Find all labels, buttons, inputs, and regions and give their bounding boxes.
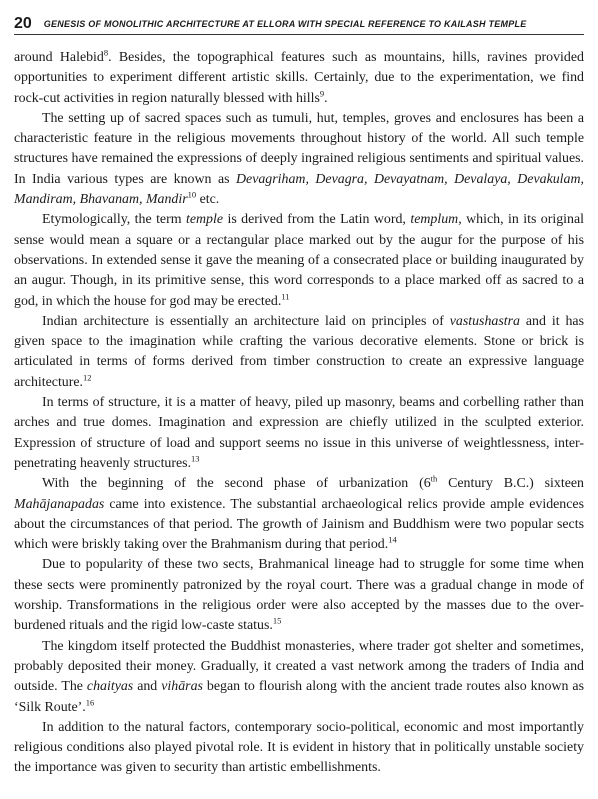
italic-terms: Devagriham, Devagra, Devayatnam, Devalaya, Devakulam, Mandiram, Bhavanam, Mandir bbox=[14, 171, 584, 208]
footnote-ref: 8 bbox=[103, 47, 109, 58]
paragraph-8 bbox=[14, 637, 584, 718]
paragraph-text: With the beginning of the second phase of urbanization (6 bbox=[42, 476, 431, 492]
paragraph-text: In terms of structure, it is a matter of heavy, piled up masonry, beams and corbelling rather than arches and true domes. Imagination and expression are chiefly utilized in the sculpted exterior. Expression of structure of load and support seems no issue in this universe of weightlessness, inter-penetrating heavenly structures. bbox=[14, 395, 584, 471]
paragraph-text: Due to popularity of these two sects, Brahmanical lineage had to struggle for some time when these sects were prominently patronized by the royal court. There was a gradual change in mode of worship. Transformations in the religious order were also accepted by the masses due to the over-burdened rituals and the rigid low-caste status. bbox=[14, 557, 584, 634]
italic-term: vihāras bbox=[161, 679, 203, 695]
paragraph-3 bbox=[14, 210, 584, 311]
paragraph-text: etc. bbox=[196, 192, 220, 208]
italic-term: chaityas bbox=[86, 679, 134, 695]
paragraph-5 bbox=[14, 393, 584, 474]
paragraph-text: is derived from the Latin word, bbox=[223, 212, 411, 228]
page-number: 20 bbox=[14, 15, 32, 32]
footnote-ref: 10 bbox=[187, 189, 197, 200]
italic-term: Mahājanapadas bbox=[14, 496, 105, 512]
paragraph-2 bbox=[14, 109, 584, 210]
paragraph-6 bbox=[14, 474, 584, 555]
paragraph-text: and it has given space to the imagination while crafting the various decorative elements. Stone or brick is articulated in terms of forms derived from timber construction to create an expressive language architecture. bbox=[14, 313, 584, 390]
ordinal-suffix: th bbox=[430, 473, 438, 484]
paragraph-text: Indian architecture is essentially an architecture laid on principles of bbox=[42, 313, 450, 329]
paragraph-text: Century B.C.) sixteen bbox=[437, 476, 584, 492]
footnote-ref: 11 bbox=[281, 290, 290, 301]
paragraph-text: The kingdom itself protected the Buddhist monasteries, where trader got shelter and sometimes, probably deposited their money. Gradually, it created a vast network among the traders of India and outside. The bbox=[14, 638, 584, 695]
paragraph-4 bbox=[14, 312, 584, 393]
paragraph-1 bbox=[14, 48, 584, 109]
paragraph-text: . Besides, the topographical features such as mountains, hills, ravines provided opportunities to experiment different artistic skills. Certainly, due to the experimentation, we find rock-cut activities in region naturally blessed with hills bbox=[14, 50, 584, 106]
footnote-ref: 16 bbox=[85, 696, 95, 707]
paragraph-9 bbox=[14, 718, 584, 779]
paragraph-text: Etymologically, the term bbox=[42, 212, 186, 228]
footnote-ref: 13 bbox=[191, 453, 200, 464]
body-text bbox=[14, 48, 584, 779]
paragraph-7 bbox=[14, 555, 584, 636]
paragraph-text: and bbox=[133, 679, 162, 695]
footnote-ref: 12 bbox=[83, 372, 92, 383]
paragraph-text: around Halebid bbox=[14, 50, 104, 65]
italic-term: temple bbox=[185, 212, 224, 228]
italic-term: templum bbox=[410, 212, 459, 228]
footnote-ref: 14 bbox=[388, 534, 397, 545]
paragraph-text: , which, in its original sense would mean a square or a rectangular place marked out by the augur for the purpose of his observations. In extended sense it gave the meaning of a consecrated place or building inaugurated by an augur. Though, in its primitive sense, this word corresponds to a place marked off as sacred to a god, in which the house for god may be erected. bbox=[14, 212, 585, 309]
page-header bbox=[14, 10, 584, 35]
footnote-ref: 9 bbox=[319, 87, 325, 98]
paragraph-text: came into existence. The substantial archaeological relics provide ample evidences about the circumstances of that period. The growth of Jainism and Buddhism were two popular sects which were briskly taking over the Brahmanism during that period. bbox=[14, 496, 584, 553]
paragraph-text: The setting up of sacred spaces such as tumuli, hut, temples, groves and enclosures has been a characteristic feature in the religious movements throughout history of the world. All such temple structures have remained the expressions of deeply ingrained religious sentiments and spiritual values. In India various types are known as bbox=[14, 110, 584, 187]
italic-term: vastushastra bbox=[449, 313, 520, 329]
paragraph-text: began to flourish along with the ancient trade routes also known as ‘Silk Route’. bbox=[14, 679, 585, 715]
running-title: GENESIS OF MONOLITHIC ARCHITECTURE AT ELLORA WITH SPECIAL REFERENCE TO KAILASH TEMPLE bbox=[43, 19, 527, 29]
footnote-ref: 15 bbox=[272, 615, 282, 626]
paragraph-text: . bbox=[324, 90, 328, 106]
paragraph-text: In addition to the natural factors, contemporary socio-political, economic and most importantly religious conditions also played pivotal role. It is evident in history that in politically unstable society the importance was given to security than artistic embellishments. bbox=[14, 719, 584, 776]
